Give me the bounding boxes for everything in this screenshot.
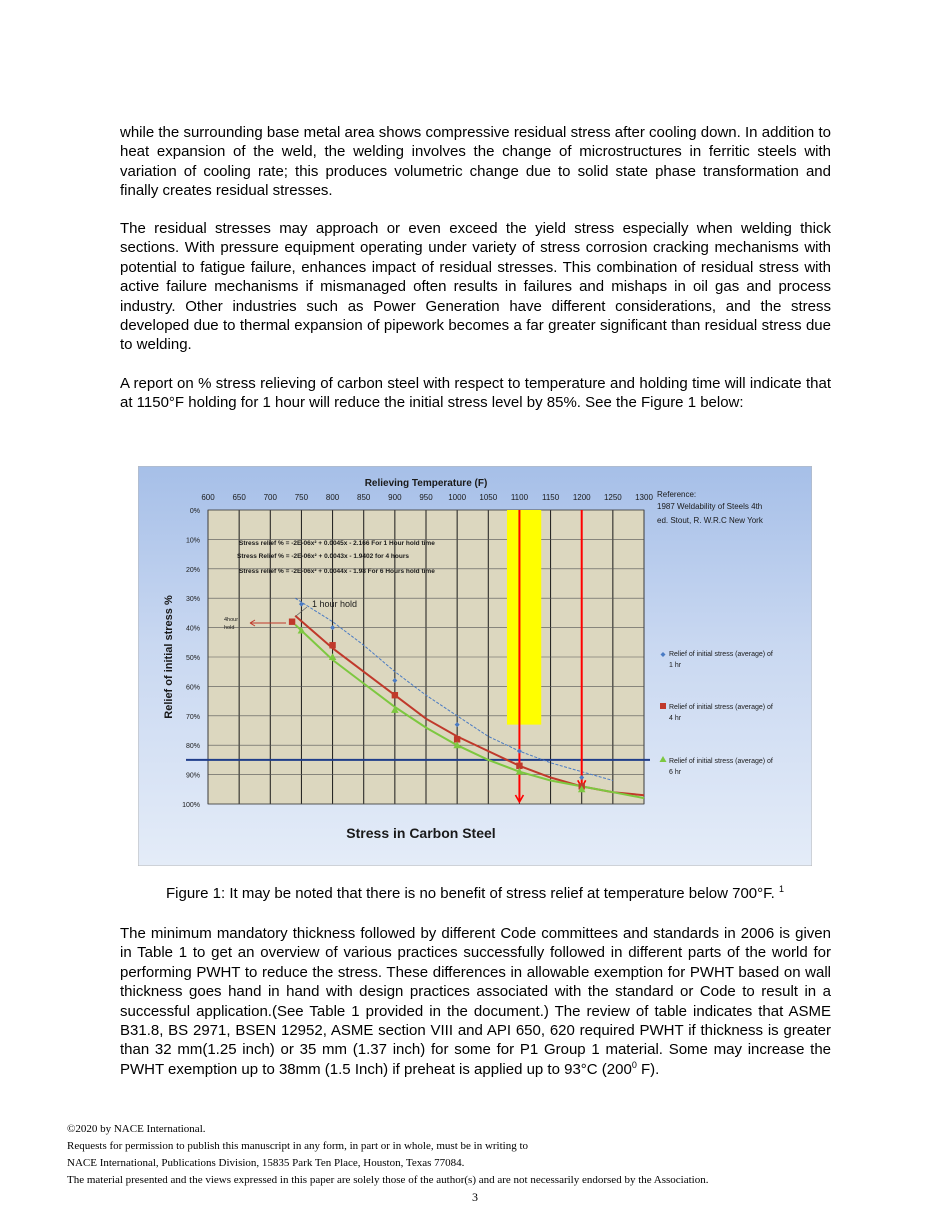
body-paragraph-2: The residual stresses may approach or even exceed the yield stress especially when welding thick sections. With pressure equipment operating under variety of stress corrosion cracking mechanisms with potential to fatigue failure, enhances impact of residual stresses. This combination of residual stress with active failure mechanisms if mismanaged often results in failures and mishaps in oil gas and process industry. Other industries such as Power Generation have different considerations, and the stress developed due to thermal expansion of pipework becomes a far greater significant than residual stress due to welding. — [120, 220, 831, 354]
y-tick-0: 0% — [189, 508, 200, 515]
legend-marker-4hr — [660, 703, 666, 709]
y-tick-2: 20% — [185, 566, 200, 574]
y-tick-1: 10% — [185, 537, 200, 545]
x-tick-600: 600 — [201, 493, 215, 502]
body-paragraph-4 — [120, 924, 831, 1079]
x-tick-1150: 1150 — [541, 493, 560, 502]
figure-1-chart — [138, 466, 812, 866]
body-paragraph-1: while the surrounding base metal area shows compressive residual stress after cooling down. In addition to heat expansion of the weld, the welding involves the change of microstructures in ferritic steels with variation of cooling rate; this produces volumetric change due to solid state phase transformation and finally creates residual stresses. — [120, 124, 831, 200]
y-tick-4: 40% — [185, 625, 200, 633]
x-tick-1100: 1100 — [510, 493, 529, 502]
x-tick-700: 700 — [263, 493, 277, 502]
reference-line-3: ed. Stout, R. W.R.C New York — [657, 516, 763, 525]
figure-caption — [0, 885, 950, 902]
paragraph-4-end: F). — [636, 1060, 660, 1078]
marker-4hr-800 — [329, 642, 335, 648]
legend-label-1hr-1: Relief of initial stress (average) of — [669, 651, 773, 658]
page-footer — [67, 1121, 897, 1189]
x-axis-ticks — [201, 493, 653, 502]
figure-caption-footnote: 1 — [778, 884, 784, 894]
y-tick-7: 70% — [185, 713, 200, 721]
legend-label-4hr-1: Relief of initial stress (average) of — [669, 704, 773, 711]
chart-title: Relieving Temperature (F) — [364, 478, 488, 489]
equation-4hr: Stress Relief % = -2E-06x² + 0.0043x - 1.9402 for 4 hours — [237, 553, 409, 560]
footer-address: NACE International, Publications Division, 15835 Park Ten Place, Houston, Texas 77084. — [67, 1157, 465, 1169]
legend-label-6hr-2: 6 hr — [669, 769, 682, 776]
x-tick-950: 950 — [419, 493, 433, 502]
legend-label-4hr-2: 4 hr — [669, 715, 682, 722]
y-tick-5: 50% — [185, 655, 200, 662]
y-tick-9: 90% — [185, 772, 200, 780]
x-tick-1300: 1300 — [635, 493, 653, 502]
body-paragraph-3: A report on % stress relieving of carbon steel with respect to temperature and holding time will indicate that at 1150°F holding for 1 hour will reduce the initial stress level by 85%. See the Figure 1 below: — [120, 375, 831, 412]
equation-6hr: Stress relief % = -2E-06x² + 0.0044x - 1.98 For 6 Hours hold time — [239, 568, 435, 575]
y-axis-label: Relief of initial stress % — [163, 595, 175, 719]
reference-line-1: Reference: — [657, 490, 697, 499]
x-tick-1050: 1050 — [479, 493, 498, 502]
x-tick-650: 650 — [232, 493, 246, 502]
x-tick-800: 800 — [325, 493, 340, 502]
y-tick-8: 80% — [185, 743, 200, 751]
legend-label-1hr-2: 1 hr — [669, 662, 682, 669]
legend-label-6hr-1: Relief of initial stress (average) of — [669, 758, 773, 765]
x-axis-label: Stress in Carbon Steel — [346, 825, 496, 841]
x-tick-1200: 1200 — [572, 493, 591, 502]
equation-1hr: Stress relief % = -2E-06x² + 0.0045x - 2.166 For 1 Hour hold time — [239, 540, 435, 547]
x-tick-900: 900 — [388, 493, 402, 502]
marker-4hr-735 — [289, 619, 295, 625]
footer-disclaimer: The material presented and the views expressed in this paper are solely those of the author(s) and are not necessarily endorsed by the Association. — [67, 1174, 709, 1186]
y-tick-3: 30% — [185, 596, 200, 604]
footer-copyright: ©2020 by NACE International. — [67, 1123, 206, 1135]
page-number: 3 — [472, 1190, 478, 1204]
footer-permission: Requests for permission to publish this manuscript in any form, in part or in whole, must be in writing to — [67, 1140, 529, 1152]
paragraph-4-text: The minimum mandatory thickness followed by different Code committees and standards in 2006 is given in Table 1 to get an overview of various practices successfully followed in different parts of the world for performing PWHT to reduce the stress. These differences in allowable exemption for PWHT based on wall thickness goes hand in hand with design practices associated with the standard or Code to result in a successful application.(See Table 1 provided in the document.) The review of table indicates that ASME B31.8, BS 2971, BSEN 12952, ASME section VIII and API 650, 620 required PWHT if thickness is greater than 32 mm(1.25 inch) or 35 mm (1.37 inch) for some for P1 Group 1 material. Some may increase the PWHT exemption up to 38mm (1.5 Inch) if preheat is applied up to 93°C (200 — [120, 925, 831, 1078]
highlight-band — [507, 510, 541, 725]
x-tick-1000: 1000 — [448, 493, 467, 502]
annotation-4-hour-hold-2: hold — [224, 625, 235, 631]
figure-caption-text: Figure 1: It may be noted that there is no benefit of stress relief at temperature below 700°F. — [165, 885, 775, 902]
marker-4hr-900 — [392, 692, 398, 698]
annotation-4-hour-hold-1: 4hour — [224, 617, 239, 623]
x-tick-750: 750 — [294, 493, 309, 502]
annotation-1-hour-hold: 1 hour hold — [312, 599, 358, 609]
reference-line-2: 1987 Weldability of Steels 4th — [657, 502, 763, 511]
superscript-0: 0 — [631, 1059, 637, 1070]
y-tick-6: 60% — [185, 684, 200, 692]
x-tick-850: 850 — [357, 493, 371, 502]
x-tick-1250: 1250 — [603, 493, 622, 502]
y-tick-10: 100% — [182, 802, 200, 809]
